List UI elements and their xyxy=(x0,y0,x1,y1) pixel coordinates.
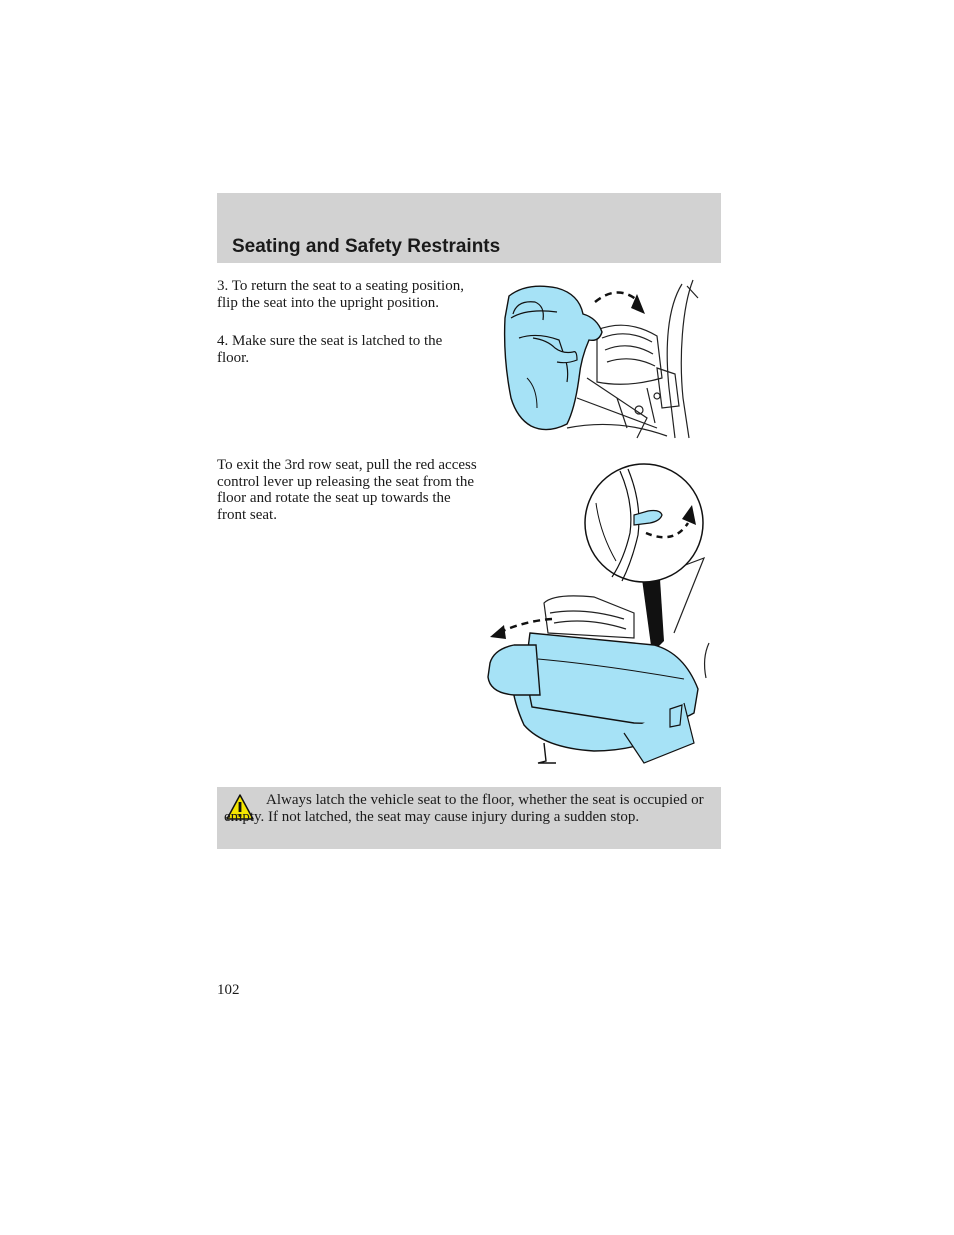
section-title: Seating and Safety Restraints xyxy=(232,236,501,257)
section-header xyxy=(217,193,721,263)
step-4-text: 4. Make sure the seat is latched to the floor. xyxy=(217,333,443,366)
warning-box xyxy=(217,787,721,849)
step-3-text: 3. To return the seat to a seating position, flip the seat into the upright position. xyxy=(217,278,464,311)
warning-text: Always latch the vehicle seat to the floor, whether the seat is occupied or empty. If not latched, the seat may cause injury during a sudden stop. xyxy=(224,792,704,825)
seat-upright-illustration xyxy=(497,278,699,442)
exit-seat-text: To exit the 3rd row seat, pull the red access control lever up releasing the seat from the floor and rotate the seat up towards the front seat. xyxy=(217,457,477,523)
page-number: 102 xyxy=(217,982,240,998)
seat-tumble-illustration xyxy=(484,463,714,768)
